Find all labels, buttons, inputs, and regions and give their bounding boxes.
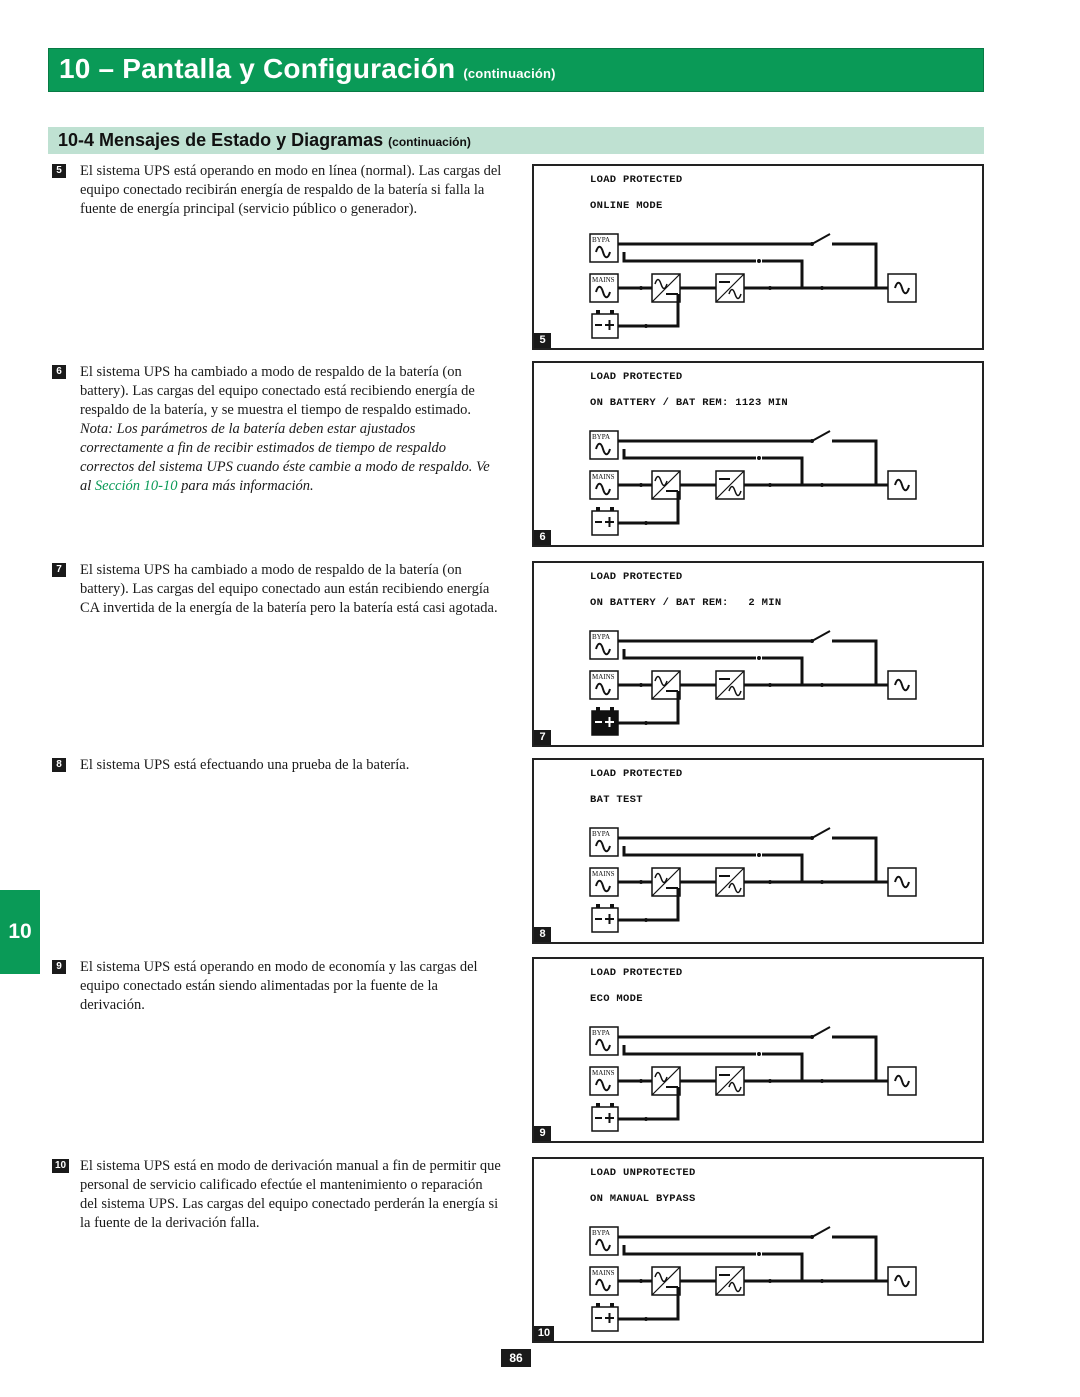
output-node	[768, 483, 772, 487]
battery-terminal	[596, 904, 600, 908]
item-number: 7	[52, 563, 66, 577]
status-line-2: ON BATTERY / BAT REM: 2 MIN	[590, 597, 782, 609]
battery-terminal	[610, 507, 614, 511]
item-note-tail: para más información.	[181, 478, 314, 494]
battery-terminal	[596, 310, 600, 314]
bypass-output-line	[832, 838, 888, 882]
output-node	[820, 1279, 824, 1283]
status-panel	[532, 164, 984, 350]
bypass-label: BYPA	[592, 1229, 611, 1237]
status-line-1: LOAD PROTECTED	[590, 371, 683, 383]
bypass-output-line	[832, 1237, 888, 1281]
mains-node	[639, 483, 643, 487]
mains-node	[639, 1279, 643, 1283]
section-title: 10 – Pantalla y Configuración	[59, 53, 456, 84]
panel-number: 7	[534, 730, 551, 745]
output-node	[768, 1279, 772, 1283]
ups-flow-diagram	[586, 226, 936, 346]
output-node	[820, 286, 824, 290]
switch-node	[810, 242, 814, 246]
switch-node	[810, 639, 814, 643]
item-text: El sistema UPS ha cambiado a modo de respaldo de la batería (on battery). Las cargas del equipo conectado aun están recibiendo energía CA invertida de la energía de la batería pero la batería está casi agotada.	[80, 562, 498, 616]
page-number: 86	[501, 1349, 531, 1367]
status-line-1: LOAD PROTECTED	[590, 967, 683, 979]
battery-terminal	[610, 1303, 614, 1307]
panel-number: 9	[534, 1126, 551, 1141]
bypass-label: BYPA	[592, 1029, 611, 1037]
output-node	[820, 880, 824, 884]
bypass-label: BYPA	[592, 236, 611, 244]
bypass-output-line	[832, 1037, 888, 1081]
bypass-output-line	[832, 641, 888, 685]
inner-node	[757, 656, 761, 660]
inner-line	[624, 1045, 756, 1054]
bypass-label: BYPA	[592, 433, 611, 441]
output-node	[768, 880, 772, 884]
bypass-switch-icon	[812, 234, 830, 244]
battery-terminal	[610, 904, 614, 908]
battery-node	[644, 1117, 648, 1121]
bypass-label: BYPA	[592, 830, 611, 838]
status-line-1: LOAD PROTECTED	[590, 174, 683, 186]
bypass-switch-icon	[812, 1227, 830, 1237]
bypass-switch-icon	[812, 431, 830, 441]
inner-output-line	[762, 1254, 802, 1281]
item-text: El sistema UPS está operando en modo en línea (normal). Las cargas del equipo conectado recibirán energía de respaldo de la batería si falla la fuente de energía principal (servicio público o generador).	[80, 163, 502, 217]
status-panel	[532, 957, 984, 1143]
battery-node	[644, 324, 648, 328]
status-line-1: LOAD UNPROTECTED	[590, 1167, 696, 1179]
item-text: El sistema UPS está efectuando una prueba de la batería.	[80, 757, 410, 773]
inner-output-line	[762, 1054, 802, 1081]
item-number: 10	[52, 1159, 69, 1173]
item-number: 8	[52, 758, 66, 772]
panel-number: 6	[534, 530, 551, 545]
item-number: 6	[52, 365, 66, 379]
ups-flow-diagram	[586, 623, 936, 743]
section-link[interactable]: Sección 10-10	[94, 478, 178, 494]
inner-output-line	[762, 658, 802, 685]
mains-node	[639, 1079, 643, 1083]
bypass-label: BYPA	[592, 633, 611, 641]
mains-node	[639, 880, 643, 884]
item-number: 5	[52, 164, 66, 178]
list-item	[52, 561, 502, 618]
inner-output-line	[762, 855, 802, 882]
status-line-2: ECO MODE	[590, 993, 643, 1005]
switch-node	[810, 439, 814, 443]
bypass-switch-icon	[812, 828, 830, 838]
status-line-2: ON MANUAL BYPASS	[590, 1193, 696, 1205]
inner-line	[624, 449, 756, 458]
bypass-switch-icon	[812, 1027, 830, 1037]
mains-label: MAINS	[592, 276, 615, 284]
inner-node	[757, 456, 761, 460]
bypass-output-line	[832, 244, 888, 288]
mains-node	[639, 286, 643, 290]
subsection-title-continuation: (continuación)	[388, 135, 471, 149]
battery-terminal	[610, 310, 614, 314]
output-node	[820, 683, 824, 687]
output-node	[768, 1079, 772, 1083]
mains-label: MAINS	[592, 870, 615, 878]
subsection-title: 10-4 Mensajes de Estado y Diagramas	[58, 130, 384, 150]
battery-node	[644, 721, 648, 725]
panel-number: 8	[534, 927, 551, 942]
inner-line	[624, 846, 756, 855]
list-item	[52, 1157, 502, 1233]
ups-flow-diagram	[586, 820, 936, 940]
item-text: El sistema UPS está operando en modo de economía y las cargas del equipo conectado están siendo alimentadas por la fuente de la derivación.	[80, 959, 478, 1013]
battery-terminal	[596, 1303, 600, 1307]
output-node	[820, 483, 824, 487]
list-item	[52, 162, 502, 219]
bypass-switch-icon	[812, 631, 830, 641]
section-header	[48, 48, 984, 92]
inner-node	[757, 853, 761, 857]
inner-node	[757, 1052, 761, 1056]
ups-flow-diagram	[586, 1019, 936, 1139]
switch-node	[810, 1035, 814, 1039]
mains-label: MAINS	[592, 1269, 615, 1277]
status-line-2: ON BATTERY / BAT REM: 1123 MIN	[590, 397, 789, 409]
output-node	[820, 1079, 824, 1083]
section-title-continuation: (continuación)	[463, 66, 556, 81]
battery-node	[644, 521, 648, 525]
battery-terminal	[596, 1103, 600, 1107]
item-number: 9	[52, 960, 66, 974]
mains-node	[639, 683, 643, 687]
mains-label: MAINS	[592, 473, 615, 481]
status-panel	[532, 561, 984, 747]
status-line-1: LOAD PROTECTED	[590, 571, 683, 583]
list-item	[52, 958, 502, 1015]
item-note: Nota: Los parámetros de la batería deben estar ajustados correctamente a fin de recibir estimados de tiempo de respaldo correctos del sistema UPS cuando éste cambie a modo de respaldo. Ve al	[80, 421, 490, 494]
ups-flow-diagram	[586, 1219, 936, 1339]
output-node	[768, 286, 772, 290]
inner-node	[757, 1252, 761, 1256]
status-panel	[532, 1157, 984, 1343]
mains-label: MAINS	[592, 673, 615, 681]
item-text: El sistema UPS ha cambiado a modo de respaldo de la batería (on battery). Las cargas del equipo conectado está recibiendo energía de respaldo de la batería, y se muestra el tiempo de respaldo estimado.	[80, 364, 475, 418]
inner-output-line	[762, 458, 802, 485]
battery-terminal	[610, 1103, 614, 1107]
battery-terminal	[596, 707, 600, 711]
inner-node	[757, 259, 761, 263]
status-line-2: ONLINE MODE	[590, 200, 663, 212]
inner-line	[624, 649, 756, 658]
mains-label: MAINS	[592, 1069, 615, 1077]
inner-line	[624, 1245, 756, 1254]
item-text: El sistema UPS está en modo de derivación manual a fin de permitir que personal de servicio calificado efectúe el mantenimiento o reparación del sistema UPS. Las cargas del equipo conectado perderán la energía si la fuente de la derivación falla.	[80, 1158, 501, 1231]
status-line-2: BAT TEST	[590, 794, 643, 806]
chapter-tab: 10	[0, 890, 40, 974]
battery-node	[644, 1317, 648, 1321]
status-panel	[532, 758, 984, 944]
status-panel	[532, 361, 984, 547]
list-item	[52, 363, 502, 496]
subsection-header	[48, 127, 984, 154]
battery-terminal	[610, 707, 614, 711]
ups-flow-diagram	[586, 423, 936, 543]
switch-node	[810, 1235, 814, 1239]
inner-output-line	[762, 261, 802, 288]
panel-number: 5	[534, 333, 551, 348]
switch-node	[810, 836, 814, 840]
inner-line	[624, 252, 756, 261]
battery-node	[644, 918, 648, 922]
bypass-output-line	[832, 441, 888, 485]
output-node	[768, 683, 772, 687]
list-item	[52, 756, 502, 775]
panel-number: 10	[534, 1326, 554, 1341]
battery-terminal	[596, 507, 600, 511]
status-line-1: LOAD PROTECTED	[590, 768, 683, 780]
